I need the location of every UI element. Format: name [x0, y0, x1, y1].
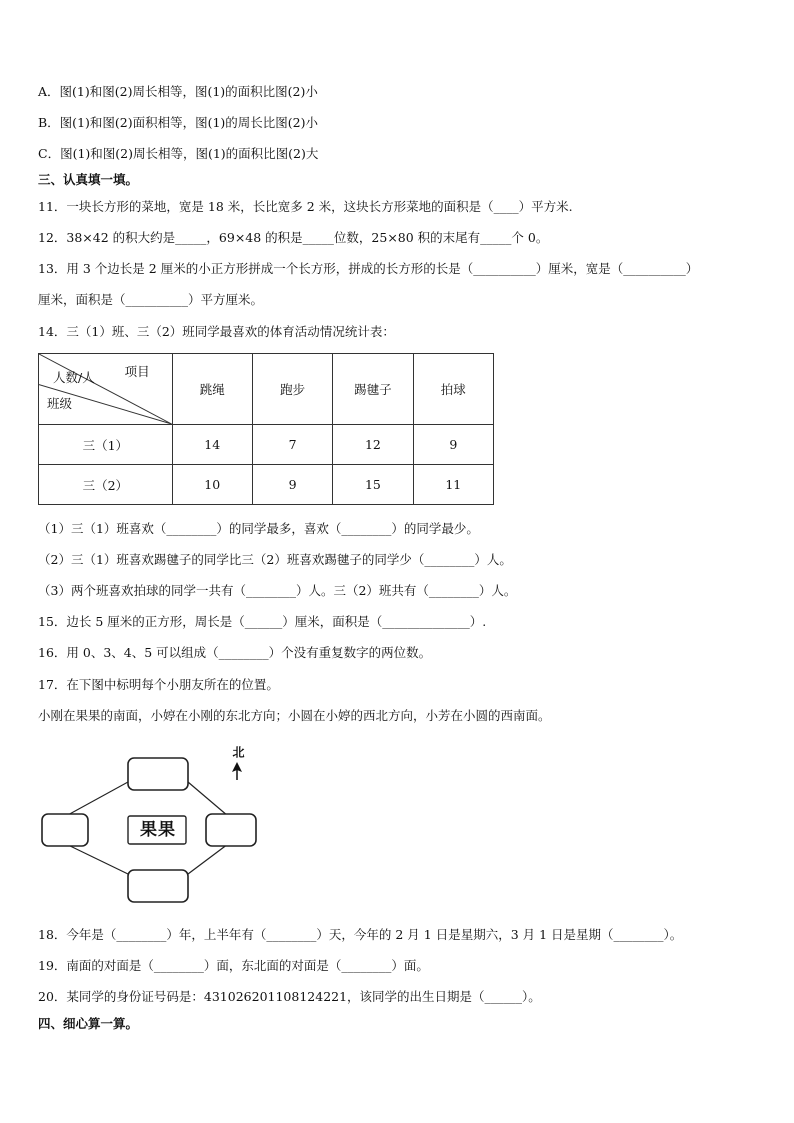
question-14-part2: （2）三（1）班喜欢踢毽子的同学比三（2）班喜欢踢毽子的同学少（________）人。 — [38, 552, 512, 567]
diagonal-header-cell — [39, 354, 173, 425]
question-20: 20．某同学的身份证号码是：431026201108124221，该同学的出生日期是（______）。 — [38, 989, 541, 1004]
column-header: 踢毽子 — [333, 354, 413, 425]
question-11: 11．一块长方形的菜地，宽是 18 米，长比宽多 2 米，这块长方形菜地的面积是（____）平方米. — [38, 199, 573, 214]
table-cell: 10 — [172, 465, 252, 505]
header-count-label: 人数/人 — [53, 370, 95, 385]
question-17: 17．在下图中标明每个小朋友所在的位置。 — [38, 677, 279, 692]
table-row — [39, 465, 494, 505]
question-17-description: 小刚在果果的南面，小婷在小刚的东北方向；小圆在小婷的西北方向，小芳在小圆的西南面。 — [38, 708, 551, 723]
question-13-line2: 厘米，面积是（__________）平方厘米。 — [38, 292, 264, 307]
question-19: 19．南面的对面是（________）面，东北面的对面是（________）面。 — [38, 958, 429, 973]
option-a: A．图(1)和图(2)周长相等，图(1)的面积比图(2)小 — [38, 84, 318, 99]
question-18: 18．今年是（________）年，上半年有（________）天，今年的 2 月 1 日是星期六，3 月 1 日是星期（________）。 — [38, 927, 683, 942]
section-4-title: 四、细心算一算。 — [38, 1016, 139, 1031]
question-14-part3: （3）两个班喜欢拍球的同学一共有（________）人。三（2）班共有（________）人。 — [38, 583, 517, 598]
header-item-label: 项目 — [124, 364, 150, 379]
question-14-part1: （1）三（1）班喜欢（________）的同学最多，喜欢（________）的同学最少。 — [38, 521, 479, 536]
column-header: 跑步 — [252, 354, 332, 425]
activity-statistics-table — [38, 353, 494, 505]
table-header-row — [39, 354, 494, 425]
question-14-title: 14．三（1）班、三（2）班同学最喜欢的体育活动情况统计表： — [38, 324, 395, 339]
option-c: C．图(1)和图(2)周长相等，图(1)的面积比图(2)大 — [38, 146, 319, 161]
row-class-label: 三（2） — [39, 465, 173, 505]
table-cell: 14 — [172, 425, 252, 465]
column-header: 跳绳 — [172, 354, 252, 425]
table-cell: 7 — [252, 425, 332, 465]
option-b: B．图(1)和图(2)面积相等，图(1)的周长比图(2)小 — [38, 115, 319, 130]
row-class-label: 三（1） — [39, 425, 173, 465]
table-cell: 9 — [413, 425, 493, 465]
diagonal-lines — [39, 354, 172, 424]
question-16: 16．用 0、3、4、5 可以组成（________）个没有重复数字的两位数。 — [38, 645, 432, 660]
question-15: 15．边长 5 厘米的正方形，周长是（______）厘米，面积是（______________）. — [38, 614, 487, 629]
table-cell: 11 — [413, 465, 493, 505]
column-header: 拍球 — [413, 354, 493, 425]
north-label: 北 — [231, 746, 245, 758]
north-arrow-icon — [232, 762, 242, 780]
table-cell: 15 — [333, 465, 413, 505]
center-label-guoguo: 果果 — [140, 820, 176, 840]
table-row — [39, 425, 494, 465]
position-diagram — [38, 740, 278, 910]
table-cell: 9 — [252, 465, 332, 505]
question-13-line1: 13．用 3 个边长是 2 厘米的小正方形拼成一个长方形，拼成的长方形的长是（__________）厘米，宽是（__________） — [38, 261, 699, 276]
header-class-label: 班级 — [47, 396, 73, 411]
table-cell: 12 — [333, 425, 413, 465]
section-3-title: 三、认真填一填。 — [38, 172, 139, 187]
question-12: 12．38×42 的积大约是_____，69×48 的积是_____位数，25×80 积的末尾有_____个 0。 — [38, 230, 549, 245]
